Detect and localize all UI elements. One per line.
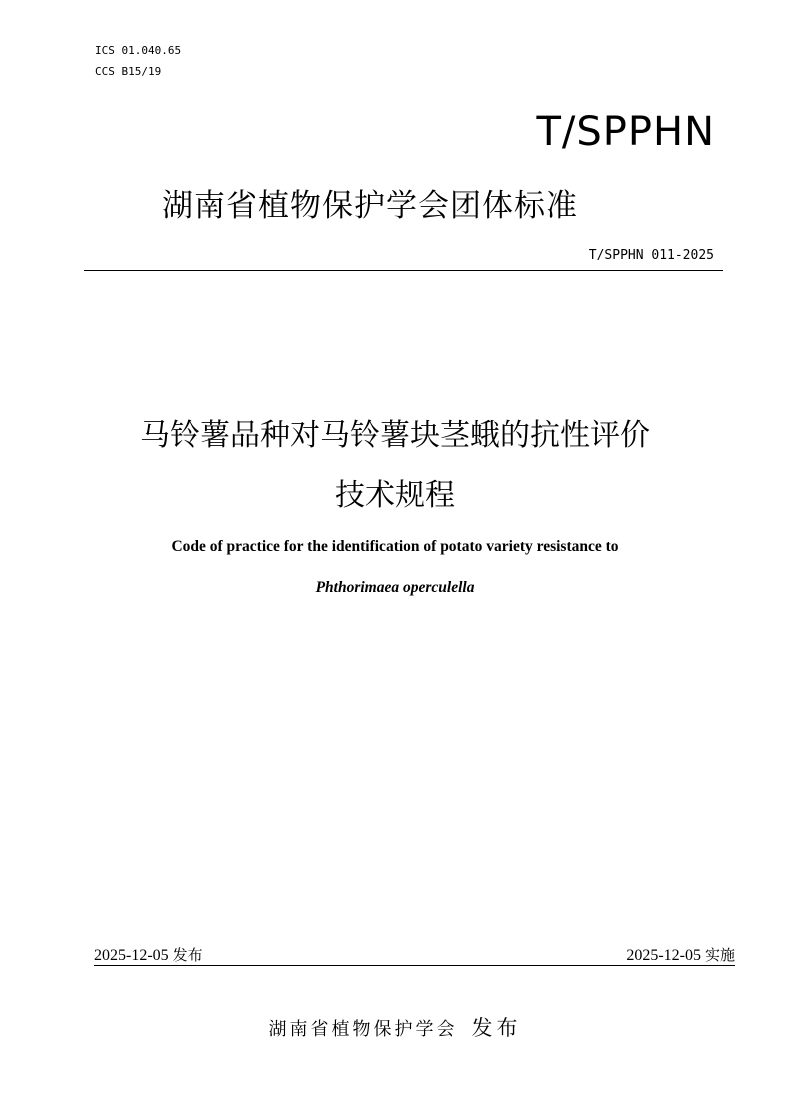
standard-number: T/SPPHN 011-2025 — [588, 248, 714, 263]
issuer-action: 发布 — [471, 1016, 522, 1040]
implement-label: 实施 — [704, 946, 735, 964]
footer-divider — [94, 965, 735, 966]
implement-date — [626, 944, 735, 967]
organization-standard-title: 湖南省植物保护学会团体标准 — [162, 188, 578, 224]
zh-title-line-2: 技术规程 — [335, 478, 455, 513]
publish-date-value: 2025-12-05 — [94, 947, 169, 964]
ics-code: ICS 01.040.65 — [95, 44, 182, 57]
issuer-organization: 湖南省植物保护学会 — [268, 1019, 458, 1040]
ccs-code: CCS B15/19 — [95, 65, 162, 78]
en-title-line-2: Phthorimaea operculella — [315, 579, 475, 596]
implement-date-value: 2025-12-05 — [626, 947, 701, 964]
standard-brand: T/SPPHN — [536, 109, 715, 155]
publish-label: 发布 — [172, 946, 203, 964]
issuer-line — [0, 1013, 790, 1045]
header-divider — [84, 270, 723, 271]
classification-codes — [95, 40, 181, 82]
publish-date — [94, 944, 203, 967]
zh-title-line-1: 马铃薯品种对马铃薯块茎蛾的抗性评价 — [140, 418, 650, 453]
en-title-line-1: Code of practice for the identification of potato variety resistance to — [171, 538, 619, 555]
